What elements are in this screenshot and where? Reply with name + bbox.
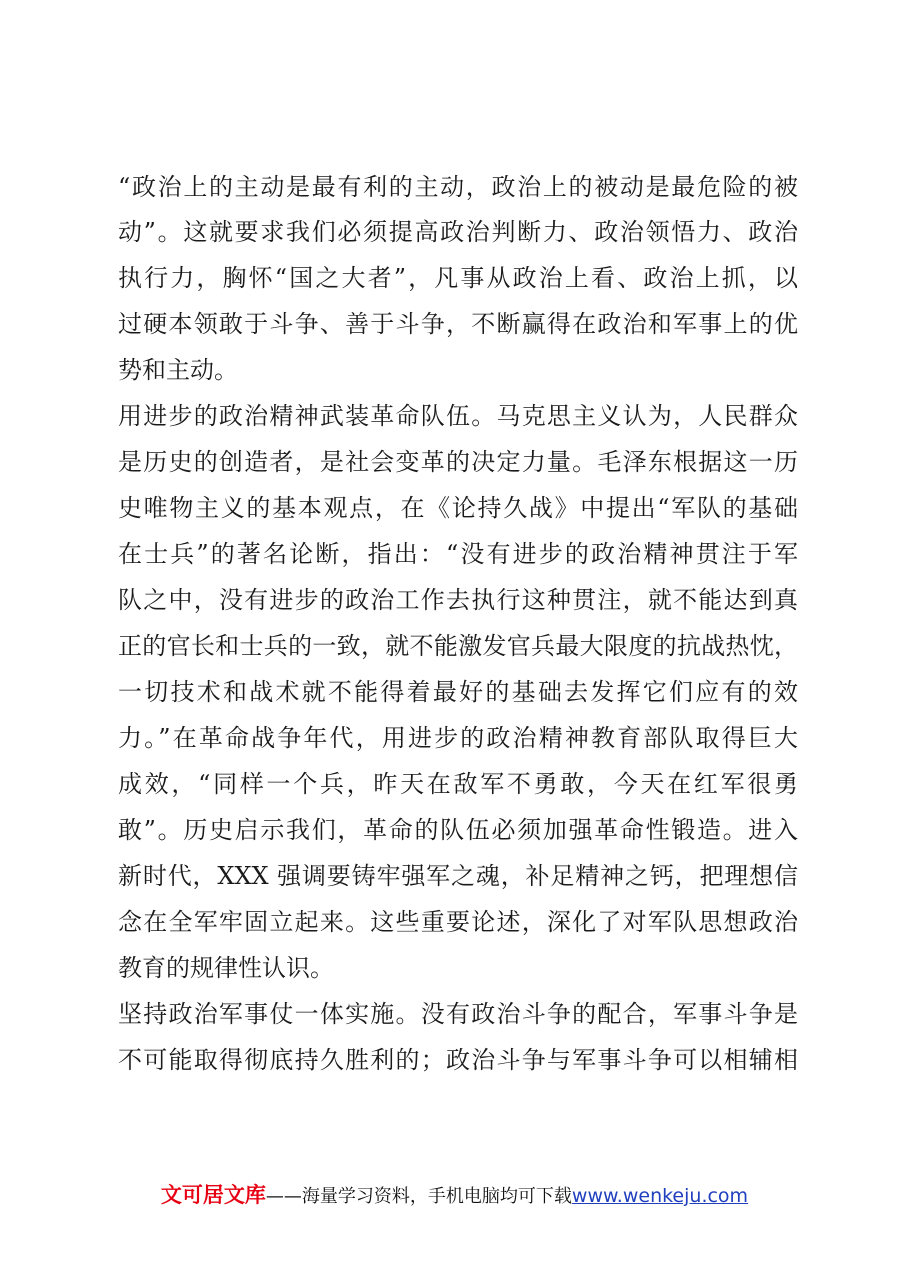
- text-line: 执行力，胸怀“国之大者”，凡事从政治上看、政治上抓，以: [118, 264, 798, 292]
- text-line: 动”。这就要求我们必须提高政治判断力、政治领悟力、政治: [118, 218, 798, 246]
- footer-banner: [0, 1180, 909, 1212]
- text-line: 队之中，没有进步的政治工作去执行这种贯注，就不能达到真: [118, 586, 798, 614]
- text-line: 成效，“同样一个兵，昨天在敌军不勇敢，今天在红军很勇: [118, 770, 798, 798]
- text-line: 教育的规律性认识。: [118, 954, 334, 982]
- text-line: 用进步的政治精神武装革命队伍。马克思主义认为，人民群众: [118, 402, 798, 430]
- text-line: 势和主动。: [118, 356, 238, 384]
- text-line: 过硬本领敢于斗争、善于斗争，不断赢得在政治和军事上的优: [118, 310, 798, 338]
- text-line: 在士兵”的著名论断，指出：“没有进步的政治精神贯注于军: [118, 540, 798, 568]
- footer-separator: ——: [265, 1186, 302, 1207]
- brand-name: 文可居文库: [160, 1183, 266, 1207]
- footer-slogan: 海量学习资料，手机电脑均可下载: [301, 1186, 572, 1207]
- text-line: 坚持政治军事仗一体实施。没有政治斗争的配合，军事斗争是: [118, 1000, 798, 1028]
- text-line: 力。”在革命战争年代，用进步的政治精神教育部队取得巨大: [118, 724, 798, 752]
- text-line: 新时代，XXX 强调要铸牢强军之魂，补足精神之钙，把理想信: [118, 862, 798, 890]
- text-line: 史唯物主义的基本观点，在《论持久战》中提出“军队的基础: [118, 494, 798, 522]
- text-line: 正的官长和士兵的一致，就不能激发官兵最大限度的抗战热忱，: [118, 632, 798, 660]
- website-link[interactable]: www.wenkeju.com: [571, 1185, 749, 1207]
- text-line: 一切技术和战术就不能得着最好的基础去发挥它们应有的效: [118, 678, 798, 706]
- text-line: 是历史的创造者，是社会变革的决定力量。毛泽东根据这一历: [118, 448, 798, 476]
- text-line: 不可能取得彻底持久胜利的；政治斗争与军事斗争可以相辅相: [118, 1046, 798, 1074]
- text-line: 敢”。历史启示我们，革命的队伍必须加强革命性锻造。进入: [118, 816, 798, 844]
- text-line: 念在全军牢固立起来。这些重要论述，深化了对军队思想政治: [118, 908, 798, 936]
- text-line: “政治上的主动是最有利的主动，政治上的被动是最危险的被: [118, 173, 798, 201]
